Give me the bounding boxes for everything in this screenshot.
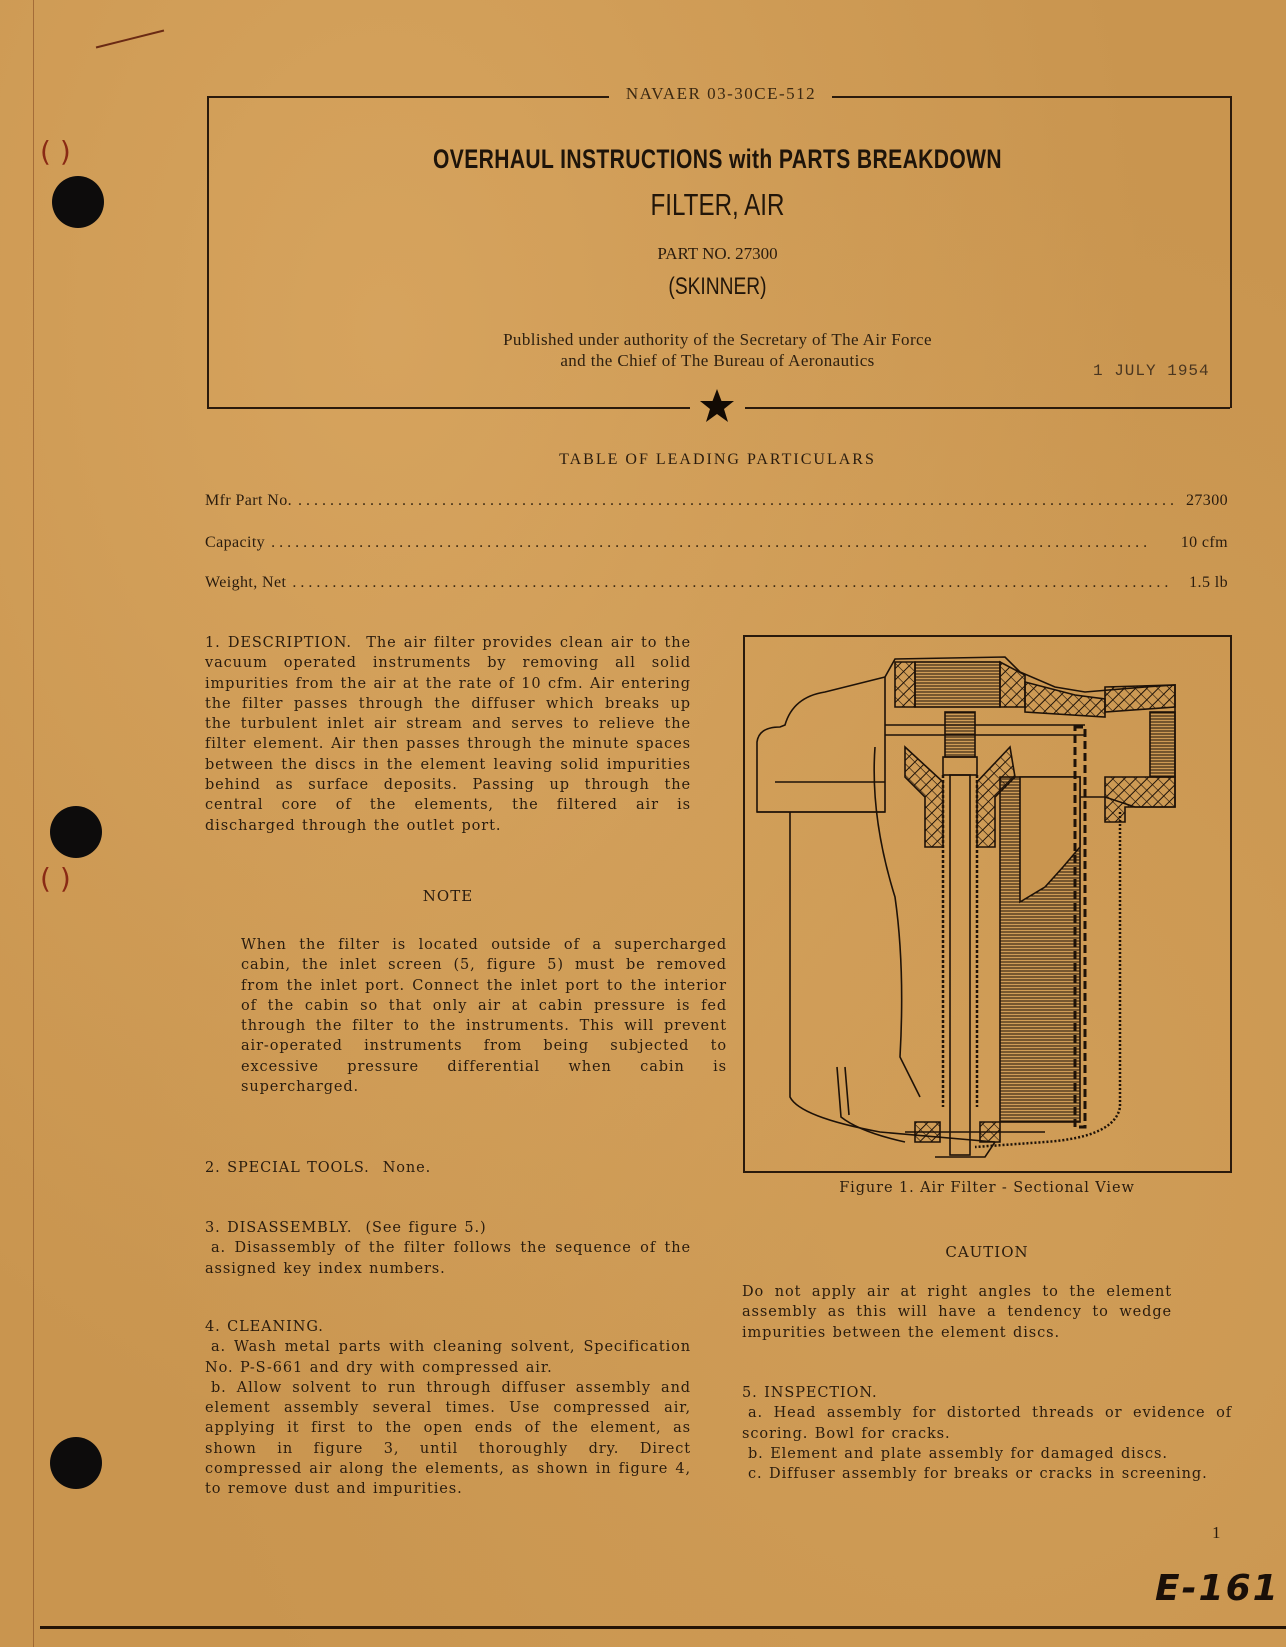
particulars-label: Capacity	[205, 534, 266, 551]
part-number: PART NO. 27300	[657, 244, 778, 263]
figure-caption: Figure 1. Air Filter - Sectional View	[839, 1180, 1135, 1196]
rust-stain: ( )	[40, 135, 71, 168]
section-heading: 1. DESCRIPTION.	[205, 635, 352, 651]
particulars-label: Weight, Net	[205, 574, 287, 591]
dot-leader	[298, 492, 1180, 510]
section-text: The air filter provides clean air to the vacuum operated instruments by removing all solid impurities from the air at the rate of 10 cfm. Air entering the filter passes through the diffuser which breaks up the turbulent inlet air stream and serves to relieve the filter element. Air then passes through the minute spaces between the discs in the element leaving solid impurities behind as surface deposits. Passing up through the central core of the elements, the filtered air is discharged through the outlet port.	[205, 635, 691, 834]
punch-hole-top	[52, 176, 104, 228]
punch-hole-bottom	[50, 1437, 102, 1489]
document-title: OVERHAUL INSTRUCTIONS with PARTS BREAKDOWN	[432, 144, 1003, 174]
inspection-item: c. Diffuser assembly for breaks or cracks in screening.	[748, 1466, 1208, 1483]
frame-rule	[207, 407, 690, 409]
margin-line	[33, 0, 34, 1647]
dot-leader	[271, 534, 1175, 552]
frame-rule	[832, 96, 1230, 98]
particulars-row	[205, 574, 1228, 592]
cleaning-item: a. Wash metal parts with cleaning solvent, Specification No. P-S-661 and dry with compressed air.	[205, 1339, 691, 1376]
frame-rule	[207, 96, 609, 98]
star-icon	[699, 388, 735, 424]
figure-air-filter-sectional	[743, 635, 1232, 1173]
manufacturer: (SKINNER)	[668, 273, 767, 300]
staple-mark	[96, 30, 164, 49]
cleaning-item: b. Allow solvent to run through diffuser assembly and element assembly several times. Use compressed air, applying it first to the open ends of the element, as shown in figure 3, until thoroughly dry. Direct compressed air along the elements, as shown in figure 4, to remove dust and impurities.	[205, 1379, 691, 1498]
disassembly-item: a. Disassembly of the filter follows the sequence of the assigned key index numbers.	[205, 1240, 691, 1277]
section-ref: (See figure 5.)	[365, 1220, 487, 1236]
frame-rule	[745, 407, 1230, 409]
section-disassembly	[205, 1218, 691, 1279]
document-number: NAVAER 03-30CE-512	[625, 84, 817, 103]
leading-particulars-title: TABLE OF LEADING PARTICULARS	[559, 451, 876, 468]
inspection-item: a. Head assembly for distorted threads or evidence of scoring. Bowl for cracks.	[742, 1405, 1232, 1442]
section-heading: 4. CLEANING.	[205, 1319, 324, 1335]
note-text: When the filter is located outside of a supercharged cabin, the inlet screen (5, figure 5) must be removed from the inlet port. Connect the inlet port to the interior of the cabin so that only air at cabin pressure is fed through the filter to the instruments. This will prevent air-operated instruments from being subjected to excessive pressure differential when cabin is supercharged.	[241, 937, 727, 1096]
inspection-item: b. Element and plate assembly for damaged discs.	[748, 1445, 1168, 1462]
punch-hole-middle	[50, 806, 102, 858]
section-text: None.	[382, 1160, 432, 1176]
publication-line: Published under authority of the Secretary of The Air Force	[503, 330, 932, 349]
particulars-row	[205, 492, 1228, 510]
particulars-row	[205, 534, 1228, 552]
section-special-tools	[205, 1158, 691, 1178]
document-subtitle: FILTER, AIR	[650, 187, 785, 222]
section-heading: 5. INSPECTION.	[742, 1385, 878, 1401]
rust-stain: ( )	[40, 862, 71, 895]
section-cleaning	[205, 1317, 691, 1500]
section-heading: 2. SPECIAL TOOLS.	[205, 1160, 370, 1176]
particulars-value: 1.5 lb	[1189, 574, 1228, 591]
page-number: 1	[1212, 1523, 1221, 1542]
note-heading: NOTE	[422, 887, 474, 905]
air-filter-diagram	[745, 637, 1230, 1171]
publication-authority	[207, 329, 1228, 371]
section-description	[205, 633, 691, 836]
publication-date: 1 JULY 1954	[1093, 362, 1210, 380]
publication-line: and the Chief of The Bureau of Aeronautics	[560, 351, 875, 370]
section-heading: 3. DISASSEMBLY.	[205, 1220, 353, 1236]
particulars-value: 10 cfm	[1180, 534, 1228, 551]
particulars-value: 27300	[1186, 492, 1228, 509]
scan-edge	[40, 1626, 1286, 1629]
particulars-label: Mfr Part No.	[205, 492, 293, 509]
section-inspection	[742, 1383, 1232, 1484]
dot-leader	[292, 574, 1183, 592]
caution-heading: CAUTION	[945, 1243, 1029, 1261]
handwritten-mark: E-161	[1155, 1568, 1280, 1609]
caution-text: Do not apply air at right angles to the element assembly as this will have a tendency to wedge impurities between the element discs.	[742, 1284, 1172, 1341]
